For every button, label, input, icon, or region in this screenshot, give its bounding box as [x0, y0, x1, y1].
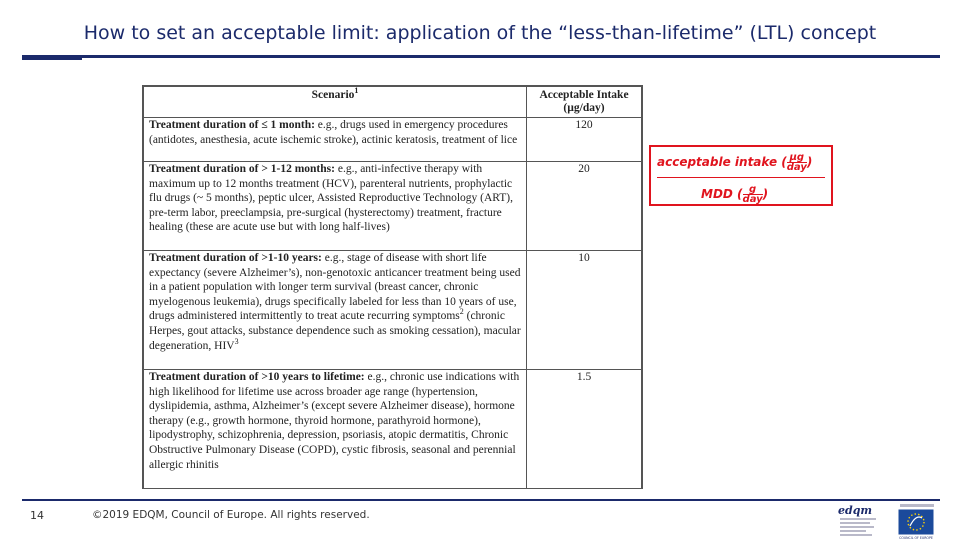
ltl-scenario-table — [142, 85, 643, 489]
table-row — [144, 370, 642, 489]
header-scenario-footnote: 1 — [354, 86, 359, 96]
edqm-logo — [834, 503, 886, 539]
numerator-unit-fraction — [787, 153, 807, 172]
formula-numerator: acceptable intake ( $\frac{\text{µg}}{\text{day}}$ ) — [657, 152, 813, 173]
intake-value: 1.5 — [527, 370, 642, 489]
table-row — [144, 251, 642, 370]
title-underline — [22, 55, 940, 58]
footnote-marker: 2 — [459, 307, 464, 317]
denominator-unit-bottom: day — [742, 194, 763, 205]
scenario-cell — [144, 162, 527, 251]
header-acceptable-intake: Acceptable Intake (µg/day) — [527, 87, 642, 118]
scenario-text: e.g., stage of disease with short life expectancy (severe Alzheimer’s), non-genotoxic anticancer treatment being used in a patient population with longer term survival (breast cancer, chronic myelogenous leukemia), drugs specifically labeled for less than 10 years of use, drugs administered intermittently to treat acute recurring symptoms — [149, 252, 521, 323]
scenario-text: e.g., chronic use indications with high likelihood for lifetime use across broader age range (hypertension, dyslipidemia, asthma, Alzheimer’s (except severe Alzheimer disease), hormone therapy (e.g., growth hormone, thyroid hormone, parathyroid hormone), lipodystrophy, schizophrenia, depression, psoriasis, atopic dermatitis, Chronic Obstructive Pulmonary Disease (COPD), cystic fibrosis, seasonal and perennial allergic rhinitis — [149, 371, 520, 471]
duration-label: Treatment duration of >1-10 years: — [149, 252, 322, 264]
duration-label: Treatment duration of ≤ 1 month: — [149, 119, 315, 131]
formula-denominator-label: MDD — [701, 187, 733, 201]
formula-numerator-label: acceptable intake — [657, 155, 778, 169]
scenario-text: (chronic Herpes, gout attacks, substance dependence such as smoking cessation), macular degeneration, HIV — [149, 310, 521, 352]
table-row — [144, 118, 642, 162]
header-scenario-label: Scenario — [311, 89, 355, 101]
numerator-unit-bottom: day — [786, 162, 807, 173]
scenario-text: e.g., anti-infective therapy with maximum up to 12 months treatment (HCV), parenteral nutrients, prophylactic flu drugs (~ 5 months), peptic ulcer, Assisted Reproductive Technology (ART), pre-term labor, preeclampsia, pre-surgical (hysterectomy) treatment, fracture healing (these are acute use but with long half-lives) — [149, 163, 514, 234]
table-row — [144, 162, 642, 251]
slide-title: How to set an acceptable limit: application of the “less-than-lifetime” (LTL) concept — [83, 22, 877, 44]
intake-value: 120 — [527, 118, 642, 162]
header-scenario — [144, 87, 527, 118]
formula-fraction-bar — [657, 177, 825, 178]
title-underline-accent — [22, 58, 82, 60]
numerator-unit-top: µg — [789, 152, 805, 163]
copyright-footer: ©2019 EDQM, Council of Europe. All rights reserved. — [92, 509, 370, 521]
duration-label: Treatment duration of > 1-12 months: — [149, 163, 335, 175]
intake-formula-box — [649, 145, 833, 206]
scenario-cell — [144, 251, 527, 370]
duration-label: Treatment duration of >10 years to lifetime: — [149, 371, 365, 383]
intake-value: 20 — [527, 162, 642, 251]
footer-divider — [22, 499, 940, 501]
scenario-text: e.g., drugs used in emergency procedures (antidotes, anesthesia, acute ischemic stroke), actinic keratosis, treatment of lice — [149, 119, 518, 146]
scenario-cell — [144, 370, 527, 489]
footnote-marker: 3 — [234, 336, 239, 346]
denominator-unit-top: g — [749, 184, 757, 195]
coe-logo-text: COUNCIL OF EUROPE — [899, 536, 933, 540]
edqm-logo-text: edqm — [838, 504, 873, 517]
denominator-unit-fraction — [743, 185, 763, 204]
intake-value: 10 — [527, 251, 642, 370]
formula-denominator: MDD ( $\frac{g}{\text{day}}$ ) — [701, 184, 769, 205]
council-of-europe-logo — [892, 500, 940, 540]
scenario-cell — [144, 118, 527, 162]
page-number: 14 — [30, 509, 44, 522]
scenario-table — [143, 86, 642, 489]
